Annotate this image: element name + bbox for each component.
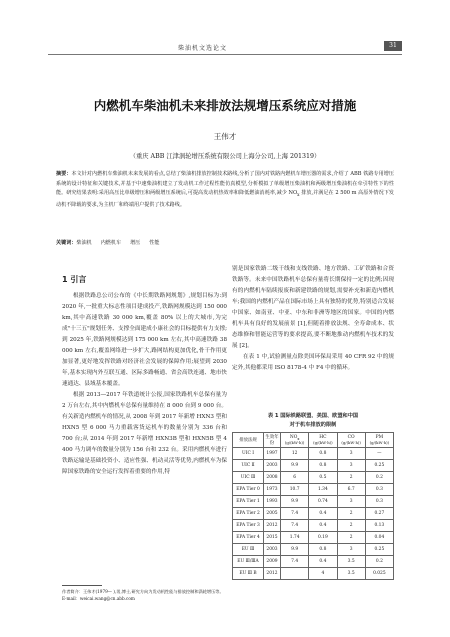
table-cell: EPA Tier 3 <box>233 520 264 532</box>
table-cell: UIC Ⅱ <box>233 460 264 472</box>
table-cell: 7.4 <box>281 556 309 568</box>
table-row <box>233 568 394 580</box>
table-cell: 7.4 <box>281 508 309 520</box>
abstract-text: 本文针对内燃机车柴油机未来发展的看点,总结了柴油机排放控制技术路线,分析了国内对铁路内燃机车增压器的需求,介绍了 ABB 铁路专用增压系统的设计特征和关键技术,并基于中速柴油机建立了发动机工作过程性能仿真模型,分析模拟了单级增压柴油机和两级增压柴油机在牵引特性下的性能。研究结果表明:采用高压比单级增压和两级增压系统后,可提高发动机热效率和降低燃油消耗率,减少 NO <box>56 171 394 197</box>
table-cell: 0.3 <box>365 484 393 496</box>
pollutant-subscript: x <box>297 436 300 441</box>
table-cell: EPA Tier 1 <box>233 496 264 508</box>
column-header: 排放法规 <box>233 433 264 448</box>
table-cell: 2015 <box>264 532 281 544</box>
pollutant-name: PM <box>375 435 384 440</box>
table-row <box>233 532 394 544</box>
table-cell: 1.34 <box>309 484 337 496</box>
table-cell: 9.9 <box>281 544 309 556</box>
table-cell: 2 <box>337 508 365 520</box>
keyword: 性能 <box>149 240 160 246</box>
table-cell: 0.25 <box>365 544 393 556</box>
pollutant-name: CO <box>347 435 355 440</box>
table-cell: 0.4 <box>309 556 337 568</box>
table-cell: 12 <box>281 448 309 460</box>
footnote-rule <box>62 585 102 586</box>
paragraph: 在表 1 中,试验测量点除美国环保局采用 40 CFR 92 中的规定外,其他都采用 ISO 8178-4 中 F4 中的循环。 <box>232 354 394 371</box>
pollutant-unit: (g/(kW·h)) <box>313 440 333 445</box>
table-cell: EPA Tier 2 <box>233 508 264 520</box>
paragraph: 根据 2013—2017 年铁道统计公报,国家铁路机车总保有量为 2 万台左右,其中内燃机车总保有量维持在 8 000 台到 9 000 台。有关新造内燃机车的情况,从 2008 年到 2017 年新增 HXN3 型和 HXN5 型 6 000 马力重载客货运机车的数量分别为 336 台和 700 台;从 2014 年到 2017 年新增 HXN3B 型和 HXN5B 型 4 400 马力调车的数量分别为 156 台和 232 台。采用内燃机车进行铁路运输是基础投资小、适应性强、机动灵活等优势,内燃机车为保障国家铁路的安全运行发挥着重要的作用,特 <box>62 392 227 475</box>
paragraph: 别是国家铁路二级干线和支线铁路、地方铁路、工矿铁路和合资铁路等。未来中国铁路机车总保有量将长期保持一定的比例;因现有的内燃机车陆续报废和新建铁路的规划,需要补充和新造内燃机车;我国的内燃机产品在国际市场上具有独特的优势,特别适合发展中国家、如南亚、中亚、中东和非洲等地区的国家。中国的内燃机车具有良好的发展前景 [1],但随着排放法规、全寿命成本、状态维修和智能运营等的要求提高,要不断地推动内燃机车技术的发展 [2]。 <box>232 266 394 349</box>
pollutant-name: HC <box>319 435 327 440</box>
keywords <box>56 239 168 246</box>
table-cell: 9.9 <box>281 496 309 508</box>
table-cell: EU Ⅲ <box>233 544 264 556</box>
left-column <box>62 291 227 478</box>
table-cell: 0.74 <box>309 496 337 508</box>
pollutant-header <box>309 433 337 448</box>
table-cell: 2005 <box>264 508 281 520</box>
table-cell: 0.3 <box>365 496 393 508</box>
table-cell: 1.74 <box>281 532 309 544</box>
table-row <box>233 496 394 508</box>
table-cell: 0.5 <box>309 472 337 484</box>
table-cell: 0.8 <box>309 544 337 556</box>
table-cell: 2012 <box>264 520 281 532</box>
table-row <box>233 472 394 484</box>
table-cell: 0.19 <box>309 532 337 544</box>
table-cell: 0.25 <box>365 460 393 472</box>
table-cell <box>281 568 309 580</box>
table-cell: 0.27 <box>365 508 393 520</box>
table-cell: 0.04 <box>365 532 393 544</box>
table-cell: UIC Ⅰ <box>233 448 264 460</box>
abstract-subscript: x <box>297 193 300 199</box>
pollutant-unit: (g/(kW·h)) <box>284 440 305 446</box>
pollutant-unit: (g/(kW·h)) <box>341 440 361 445</box>
table-cell: 1993 <box>264 496 281 508</box>
table-cell: — <box>365 448 393 460</box>
journal-header: 柴油机文选论文 <box>178 45 228 52</box>
table-cell: 2012 <box>264 568 281 580</box>
author: 王伟才 <box>213 132 237 141</box>
keyword: 柴油机 <box>76 240 92 246</box>
table-cell: 3 <box>337 448 365 460</box>
abstract-label: 摘要： <box>56 171 72 177</box>
table-cell: 0.13 <box>365 520 393 532</box>
table-cell: 3 <box>337 460 365 472</box>
paper-title: 内燃机车柴油机未来排放法规增压系统应对措施 <box>93 98 357 113</box>
table-row <box>233 460 394 472</box>
keyword: 增压 <box>130 240 141 246</box>
footnote-bio: 作者简介：王伟才(1979— ),男,博士,研究方向为发动机性能与排放控制和涡轮增压等。 <box>62 589 224 594</box>
table-cell: 1997 <box>264 448 281 460</box>
pollutant-header <box>337 433 365 448</box>
emissions-table <box>232 432 394 580</box>
table-cell: 3 <box>337 544 365 556</box>
table-cell: 10.7 <box>281 484 309 496</box>
keywords-label: 关键词： <box>56 240 77 246</box>
table-cell: 2003 <box>264 460 281 472</box>
table-row <box>233 520 394 532</box>
column-header: 生效年份 <box>264 433 281 448</box>
table-cell: 3 <box>337 496 365 508</box>
pollutant-header <box>281 433 309 448</box>
table-cell: EU Ⅲ B <box>233 568 264 580</box>
table-cell: 9.9 <box>281 460 309 472</box>
table-cell: 6.7 <box>337 484 365 496</box>
table-cell: 4 <box>309 568 337 580</box>
table-cell: 2009 <box>264 556 281 568</box>
table-caption <box>232 412 394 430</box>
table-row <box>233 556 394 568</box>
table-row <box>233 544 394 556</box>
table-cell: 0.4 <box>309 520 337 532</box>
footnote-email: E-mail：weicai.wang@cn.abb.com <box>62 596 135 602</box>
table-cell: 7.4 <box>281 520 309 532</box>
table-cell: 1973 <box>264 484 281 496</box>
header-rule <box>48 54 402 55</box>
table-row <box>233 508 394 520</box>
table-caption-line: 对于机车排放的限制 <box>289 422 337 428</box>
pollutant-header <box>365 433 393 448</box>
table-cell: 0.4 <box>309 508 337 520</box>
table-cell: EPA Tier 4 <box>233 532 264 544</box>
table-row <box>233 448 394 460</box>
table-cell: 0.2 <box>365 472 393 484</box>
table-cell: EU Ⅲ/ⅢA <box>233 556 264 568</box>
page-number-badge: 31 <box>384 41 402 51</box>
table-caption-line: 表 1 国际铁路联盟、美国、欧盟和中国 <box>267 413 359 419</box>
pollutant-name: NO <box>289 434 298 440</box>
table-row <box>233 484 394 496</box>
table-cell: 2003 <box>264 544 281 556</box>
table-cell: 6 <box>281 472 309 484</box>
footnote <box>62 588 227 602</box>
section-heading: 1 引言 <box>62 275 87 284</box>
table-cell: 2 <box>337 472 365 484</box>
table-cell: 0.025 <box>365 568 393 580</box>
keyword: 内燃机车 <box>100 240 122 246</box>
table-cell: 0.8 <box>309 460 337 472</box>
pollutant-unit: (g/(kW·h)) <box>369 440 390 445</box>
affiliation: （重庆 ABB 江津涡轮增压系统有限公司上海分公司,上海 201319） <box>129 153 321 160</box>
table-cell: 3.5 <box>337 568 365 580</box>
table-cell: 2008 <box>264 472 281 484</box>
table-cell: 2 <box>337 520 365 532</box>
table-cell: UIC Ⅲ <box>233 472 264 484</box>
table-cell: EPA Tier 0 <box>233 484 264 496</box>
table-cell: 2 <box>337 532 365 544</box>
table-cell: 0.2 <box>365 556 393 568</box>
abstract <box>56 170 394 210</box>
right-column <box>232 264 394 374</box>
table-cell: 3.5 <box>337 556 365 568</box>
keywords-list <box>76 240 168 246</box>
paragraph: 根据铁路总公司公布的《中长期铁路网规划》,规划目标为:到 2020 年,一批重大标志性项目建成投产,铁路网规模达到 150 000 km,其中高速铁路 30 000 km,覆盖 80% 以上的大城市,为完成"十三五"规划任务、支撑全面建成小康社会的目标提供有力支撑;到 2025 年,铁路网规模达到 175 000 km 左右,其中高速铁路 38 000 km 左右,覆盖网络进一步扩大,路网结构更加优化,骨干作用更加显著,更好地发挥铁路对经济社会发展的保障作用;展望到 2030 年,基本实现内外互联互通、区际多路畅通、省会高铁连通、地市快速通达、县域基本覆盖。 <box>62 293 227 387</box>
table-cell: 0.8 <box>309 448 337 460</box>
abstract-text-2: 排放,并满足在 2 500 m 高原外情况下发动机不降载的要求,为主机厂和终端用户提供了技术路线。 <box>56 190 394 208</box>
